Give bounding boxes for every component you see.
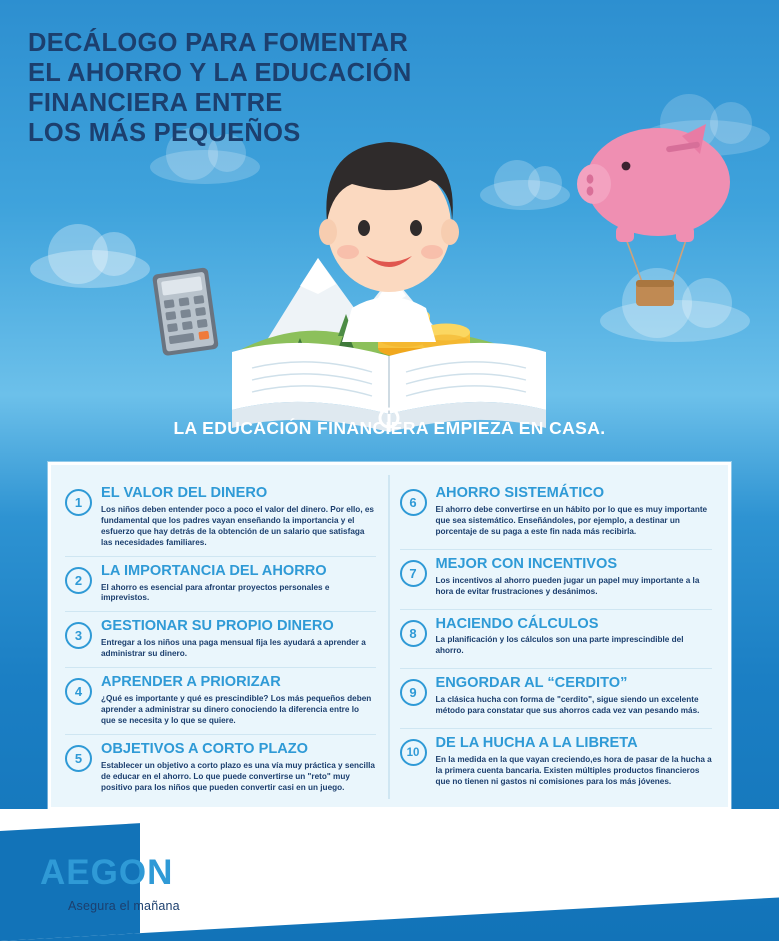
list-item-body: La clásica hucha con forma de "cerdito", sigue siendo un excelente método para constatar que sus ahorros cada vez van pesando más. bbox=[435, 695, 700, 716]
logo-brand-text: AEGON bbox=[40, 853, 174, 892]
list-item-title: LA IMPORTANCIA DEL AHORRO bbox=[101, 562, 327, 579]
decalogue-column-left bbox=[55, 475, 390, 799]
list-item-title: EL VALOR DEL DINERO bbox=[101, 485, 268, 501]
list-item[interactable] bbox=[65, 611, 376, 667]
list-item-title: OBJETIVOS A CORTO PLAZO bbox=[101, 740, 309, 757]
headline-line-3: FINANCIERA ENTRE bbox=[28, 89, 283, 118]
list-item-body: ¿Qué es importante y qué es prescindible? Los más pequeños deben aprender a administrar su dinero conociendo la diferencia entre lo que se necesita y lo que se quiere. bbox=[101, 694, 372, 725]
list-item-number: 3 bbox=[65, 622, 92, 649]
logo-tagline: Asegura el mañana bbox=[68, 899, 180, 913]
banner-statement bbox=[0, 418, 779, 439]
list-item-title: HACIENDO CÁLCULOS bbox=[435, 615, 599, 632]
list-item[interactable] bbox=[400, 609, 713, 669]
list-item-body: El ahorro es esencial para afrontar proyectos personales e imprevistos. bbox=[101, 582, 330, 603]
list-item-title: ENGORDAR AL “CERDITO” bbox=[435, 675, 628, 692]
list-item-number: 1 bbox=[65, 489, 92, 516]
decalogue-column-right bbox=[390, 475, 725, 799]
list-item-body: Entregar a los niños una paga mensual fija les ayudará a aprender a administrar su dinero. bbox=[101, 638, 366, 659]
aegon-logo[interactable] bbox=[40, 855, 180, 913]
list-item[interactable] bbox=[400, 549, 713, 609]
list-item[interactable] bbox=[65, 479, 376, 556]
headline-line-1: DECÁLOGO PARA FOMENTAR bbox=[28, 29, 409, 57]
list-item-number: 5 bbox=[65, 745, 92, 772]
list-item-body: Los niños deben entender poco a poco el valor del dinero. Por ello, es fundamental que los padres vayan enseñando la importancia y el esfuerzo que hay detrás de la obtención de un salario que satisfaga las necesidades familiares. bbox=[101, 504, 374, 547]
list-item-number: 9 bbox=[400, 679, 427, 706]
list-item[interactable] bbox=[65, 667, 376, 734]
poster-headline bbox=[28, 28, 448, 148]
list-item-number: 2 bbox=[65, 567, 92, 594]
list-item-title: APRENDER A PRIORIZAR bbox=[101, 674, 281, 691]
decalogue-panel bbox=[48, 462, 731, 810]
piggy-bank-balloon-icon bbox=[577, 124, 730, 306]
list-item-number: 7 bbox=[400, 560, 427, 587]
list-item[interactable] bbox=[400, 668, 713, 728]
list-item-title: DE LA HUCHA A LA LIBRETA bbox=[435, 735, 638, 752]
list-item-number: 10 bbox=[400, 739, 427, 766]
list-item-number: 8 bbox=[400, 620, 427, 647]
list-item-body: Establecer un objetivo a corto plazo es una vía muy práctica y sencilla de educar en el ahorro. Lo que puede convertirse un "reto" muy positivo para los niños que pueden convertir casi en un juego. bbox=[101, 760, 375, 792]
list-item-body: Los incentivos al ahorro pueden jugar un papel muy importante a la hora de evitar frustraciones y desánimos. bbox=[435, 575, 700, 596]
list-item[interactable] bbox=[400, 479, 713, 549]
list-item-body: En la medida en la que vayan creciendo,es hora de pasar de la hucha a la primera cuenta bancaria. Existen múltiples productos financieros que no tienen ni gastos ni comisiones para los más jóvenes. bbox=[435, 755, 712, 786]
list-item-number: 6 bbox=[400, 489, 427, 516]
list-item[interactable] bbox=[400, 728, 713, 799]
list-item[interactable] bbox=[65, 556, 376, 612]
list-item-body: La planificación y los cálculos son una parte imprescindible del ahorro. bbox=[435, 635, 684, 656]
list-item-title: MEJOR CON INCENTIVOS bbox=[435, 555, 618, 572]
calculator-icon bbox=[152, 267, 219, 356]
list-item-body: El ahorro debe convertirse en un hábito por lo que es muy importante que sea sistemático. Enseñándoles, por ejemplo, a destinar un porcentaje de su paga a este fin nada más recibirla. bbox=[435, 504, 708, 536]
headline-line-2: EL AHORRO Y LA EDUCACIÓN bbox=[28, 59, 412, 88]
list-item-title: GESTIONAR SU PROPIO DINERO bbox=[101, 618, 334, 635]
list-item[interactable] bbox=[65, 734, 376, 801]
list-item-number: 4 bbox=[65, 678, 92, 705]
headline-line-4: LOS MÁS PEQUEÑOS bbox=[28, 119, 301, 148]
list-item-title: AHORRO SISTEMÁTICO bbox=[435, 485, 605, 501]
banner-text: LA EDUCACIÓN FINANCIERA EMPIEZA EN CASA. bbox=[173, 418, 606, 438]
